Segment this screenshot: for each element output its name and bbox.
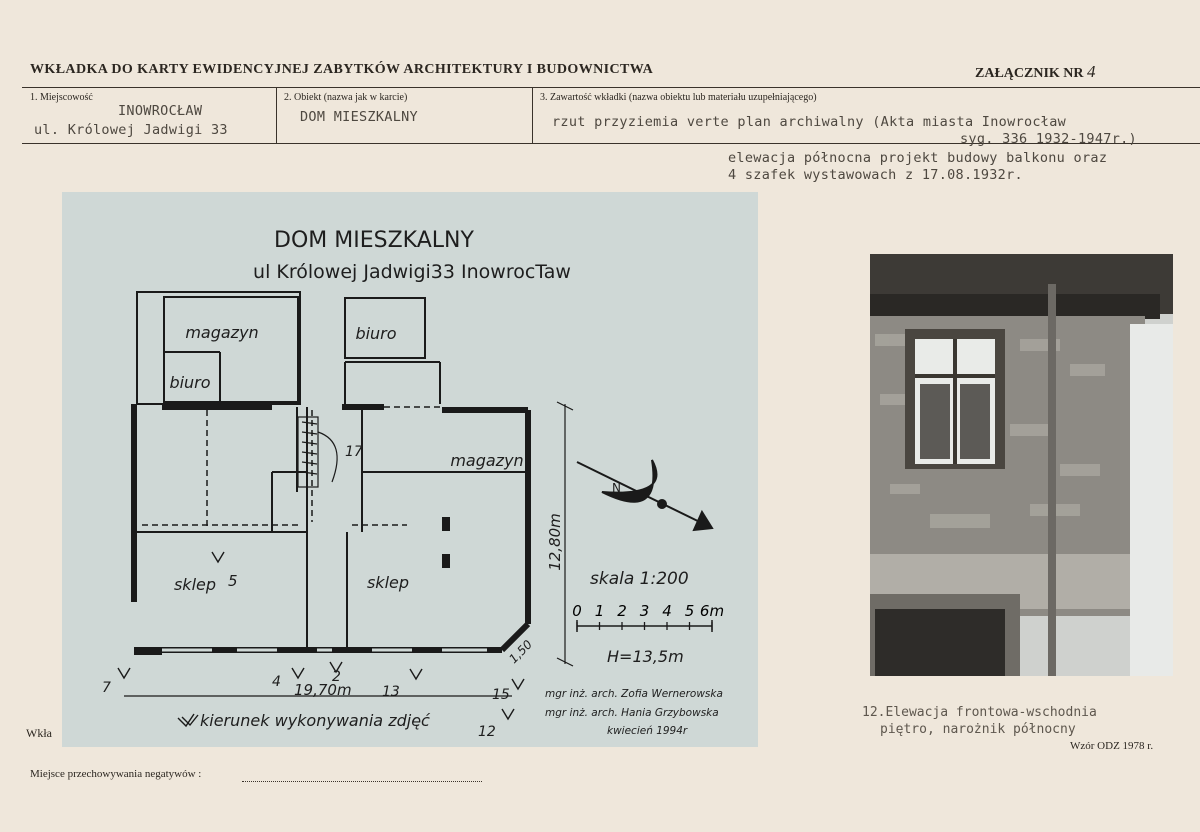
- scale-tick-label: 6m: [699, 602, 725, 620]
- field-content-line2: syg. 336 1932-1947r.): [960, 131, 1137, 147]
- north-label: N: [612, 481, 621, 495]
- scale-tick-label: 4: [662, 602, 672, 620]
- marker-15: 15: [492, 687, 510, 703]
- room-biuro-2: biuro: [355, 324, 397, 343]
- attachment-label: ZAŁĄCZNIK NR: [975, 66, 1084, 81]
- field-location-street: ul. Królowej Jadwigi 33: [34, 122, 228, 138]
- column-1: [442, 517, 450, 531]
- marker-12: 12: [478, 724, 496, 740]
- elevation-photo-drawing: [870, 254, 1173, 676]
- plan-title: DOM MIESZKALNY: [274, 228, 474, 253]
- dim-width: 19,70m: [294, 681, 352, 699]
- room-number-5: 5: [228, 572, 238, 590]
- negatives-location-field: [242, 781, 482, 782]
- dim-height: 12,80m: [546, 513, 564, 571]
- floor-plan-drawing: [62, 192, 758, 747]
- authors-line2: mgr inż. arch. Hania Grzybowska: [545, 707, 719, 719]
- marker-2: 2: [332, 669, 341, 685]
- scale-tick-label: 2: [617, 602, 627, 620]
- authors-line1: mgr inż. arch. Zofia Wernerowska: [545, 688, 723, 700]
- height-label: H=13,5m: [607, 647, 684, 666]
- room-biuro-1: biuro: [169, 373, 211, 392]
- attachment-value: 4: [1087, 62, 1096, 81]
- form-title: WKŁADKA DO KARTY EWIDENCYJNEJ ZABYTKÓW ARCHITEKTURY I BUDOWNICTWA: [30, 62, 654, 77]
- photo-caption-line2: piętro, narożnik północny: [880, 722, 1076, 737]
- room-magazyn-2: magazyn: [450, 451, 524, 470]
- field-content-line4: 4 szafek wystawowach z 17.08.1932r.: [728, 167, 1023, 183]
- floor-plan-sheet: [62, 192, 758, 747]
- direction-arrow-icon: [178, 714, 194, 726]
- field-object-value: DOM MIESZKALNY: [300, 109, 418, 125]
- field-object-label: 2. Obiekt (nazwa jak w karcie): [284, 92, 408, 103]
- field-content-label: 3. Zawartość wkładki (nazwa obiektu lub materiału uzupełniającego): [540, 92, 817, 103]
- scale-tick-label: 3: [639, 602, 650, 620]
- stair-number-17: 17: [345, 444, 363, 460]
- negatives-location-label: Miejsce przechowywania negatywów :: [30, 768, 202, 780]
- attachment-number: [975, 62, 1096, 82]
- scale-bar: [577, 620, 712, 632]
- authors-line3: kwiecień 1994r: [607, 725, 688, 737]
- field-content-line1: rzut przyziemia verte plan archiwalny (Akta miasta Inowrocław: [552, 114, 1067, 130]
- scale-tick-label: 1: [594, 602, 605, 620]
- column-2: [442, 554, 450, 568]
- plan-subtitle: ul Królowej Jadwigi33 InowrocTaw: [253, 261, 571, 283]
- field-content-line3: elewacja północna projekt budowy balkonu oraz: [728, 150, 1108, 166]
- marker-4: 4: [272, 674, 281, 690]
- field-divider-2: [532, 88, 533, 144]
- room-sklep-2: sklep: [366, 573, 410, 592]
- exterior-walls: [134, 404, 528, 652]
- north-arrow-icon: [577, 460, 712, 530]
- form-version: Wzór ODZ 1978 r.: [1070, 740, 1154, 752]
- scale-tick-label: 0: [572, 602, 582, 620]
- field-divider-1: [276, 88, 277, 144]
- dashed-beams: [142, 407, 440, 527]
- header-rule-top: [22, 87, 1200, 88]
- marker-7: 7: [102, 680, 111, 696]
- room-magazyn-1: magazyn: [185, 323, 259, 342]
- direction-note: kierunek wykonywania zdjęć: [200, 711, 430, 730]
- partial-label: Wkła: [26, 726, 52, 740]
- elevation-photo: [870, 254, 1173, 676]
- scale-label: skala 1:200: [590, 569, 689, 589]
- marker-13: 13: [382, 684, 400, 700]
- interior-walls: [134, 292, 528, 650]
- field-location-city: INOWROCŁAW: [118, 103, 203, 119]
- dim-150: 1,50: [506, 637, 536, 667]
- staircase: [298, 417, 337, 487]
- photo-caption-line1: 12.Elewacja frontowa-wschodnia: [862, 705, 1097, 720]
- scale-tick-label: 5: [684, 602, 695, 620]
- room-sklep-1: sklep: [173, 575, 217, 594]
- field-location-label: 1. Miejscowość: [30, 92, 93, 103]
